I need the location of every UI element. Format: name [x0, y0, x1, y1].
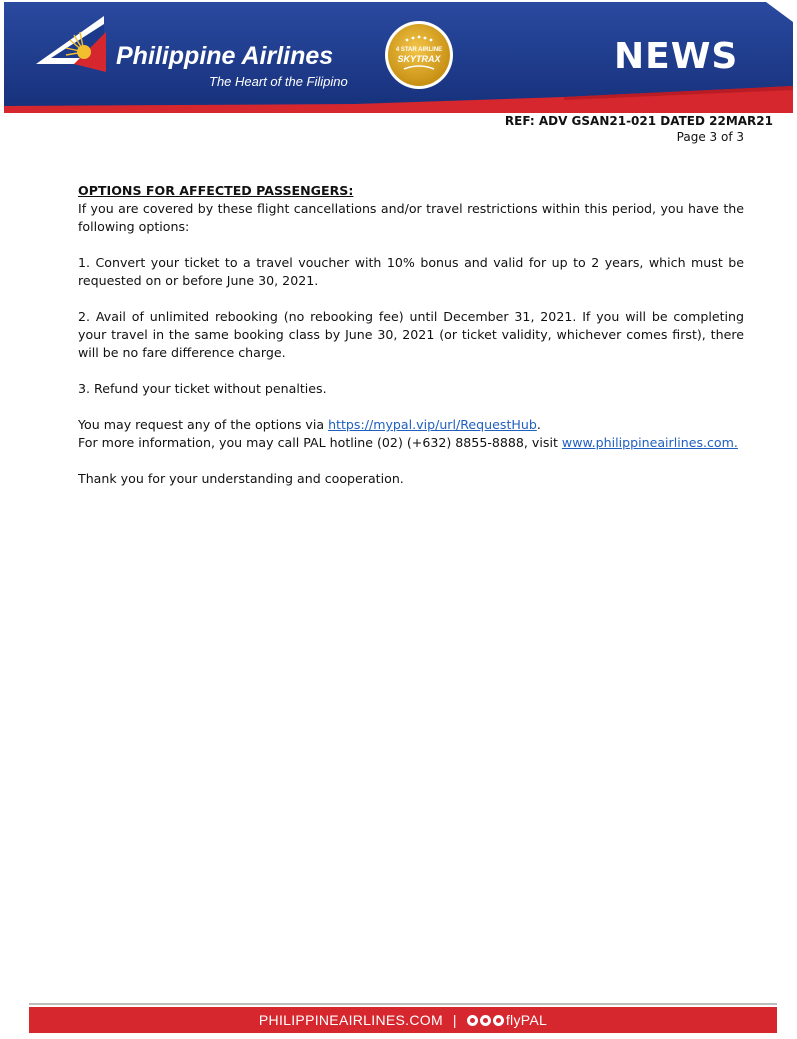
footer-separator: | — [452, 1012, 457, 1028]
reference-block — [505, 113, 773, 145]
footer — [29, 1003, 777, 1033]
request-text: You may request any of the options via — [78, 417, 329, 432]
twitter-icon[interactable] — [480, 1015, 491, 1026]
option-3: 3. Refund your ticket without penalties. — [78, 381, 327, 396]
facebook-icon[interactable] — [467, 1015, 478, 1026]
info-text: For more information, you may call PAL hotline (02) (+632) 8855-8888, visit — [78, 435, 562, 450]
social-handle[interactable]: flyPAL — [505, 1012, 548, 1028]
request-suffix: . — [536, 417, 541, 432]
reference-number: REF: ADV GSAN21-021 DATED 22MAR21 — [504, 114, 773, 128]
footer-divider-line — [29, 1003, 777, 1005]
brand-tagline: The Heart of the Filipino — [209, 74, 348, 89]
instagram-icon[interactable] — [493, 1015, 504, 1026]
page-number: Page 3 of 3 — [676, 130, 744, 144]
news-banner — [4, 2, 793, 113]
brand-name: Philippine Airlines — [116, 42, 334, 70]
news-title: NEWS — [614, 36, 739, 77]
thanks-paragraph: Thank you for your understanding and cooperation. — [78, 471, 404, 486]
badge-top-text: 4 STAR AIRLINE — [395, 47, 443, 53]
contact-paragraph — [78, 416, 744, 452]
footer-bar — [29, 1007, 777, 1033]
skytrax-badge — [385, 21, 453, 89]
intro-paragraph: If you are covered by these flight cancellations and/or travel restrictions within this period, you have the following options: — [78, 201, 744, 234]
social-icons — [467, 1015, 504, 1026]
footer-website[interactable]: PHILIPPINEAIRLINES.COM — [258, 1012, 443, 1028]
banner-graphic — [4, 2, 793, 113]
advisory-body — [78, 182, 744, 506]
badge-bottom-text: SKYTRAX — [397, 54, 441, 64]
option-2: 2. Avail of unlimited rebooking (no rebooking fee) until December 31, 2021. If you will be completing your travel in the same booking class by June 30, 2021 (or ticket validity, whichever comes first), there will be no fare difference charge. — [78, 309, 744, 360]
request-hub-link[interactable]: https://mypal.vip/url/RequestHub — [328, 417, 537, 432]
option-1: 1. Convert your ticket to a travel voucher with 10% bonus and valid for up to 2 years, which must be requested on or before June 30, 2021. — [78, 255, 744, 288]
website-link[interactable]: www.philippineairlines.com. — [561, 435, 738, 450]
section-heading: OPTIONS FOR AFFECTED PASSENGERS: — [78, 183, 354, 198]
